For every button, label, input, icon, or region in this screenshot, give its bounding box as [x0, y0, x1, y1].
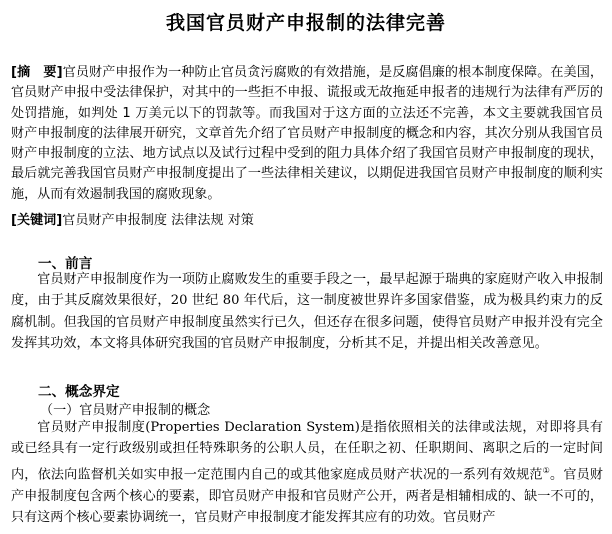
subsection1-heading: （一）官员财产申报制的概念	[40, 403, 211, 418]
section1-heading: 一、前言	[38, 256, 93, 272]
footnote-marker[interactable]: ①	[542, 465, 551, 475]
subsection1-text-b: 。官员财产申报制度包含两个核心的要素，即官员财产申报和官员财产公开，两者是相辅相成的、缺一不可的，只有这两个核心要素协调统一，官员财产申报制度才能发挥其应有的功效。官员财产	[11, 467, 604, 525]
subsection1-paragraph	[11, 417, 603, 528]
keywords-text: 官员财产申报制度 法律法规 对策	[62, 213, 254, 228]
section1-paragraph: 官员财产申报制度作为一项防止腐败发生的重要手段之一，最早起源于瑞典的家庭财产收入申报制度，由于其反腐效果很好，20 世纪 80 年代后，这一制度被世界许多国家借鉴，成为极具约束力的反腐机制。但我国的官员财产申报制度虽然实行已久，但还存在很多问题，使得官员财产申报并没有完全发挥其功效，本文将具体研究我国的官员财产申报制度，分析其不足，并提出相关改善意见。	[11, 272, 603, 352]
document-title: 我国官员财产申报制的法律完善	[165, 12, 446, 34]
keywords-line	[11, 211, 603, 231]
subsection1-text-a: 官员财产申报制度(Properties Declaration System)是指依照相关的法律或法规，对即将具有或已经具有一定行政级别或担任特殊职务的公职人员，在任职之初、任职期间、离职之后的一定时间内，依法向监督机关如实申报一定范围内自己的或其他家庭成员财产状况的一系列有效规范	[11, 420, 603, 483]
section2-heading: 二、概念界定	[38, 384, 120, 400]
keywords-tag: [关键词]	[11, 213, 63, 228]
abstract-paragraph	[11, 63, 603, 205]
abstract-tag: [摘 要]	[11, 65, 63, 80]
abstract-text: 官员财产申报作为一种防止官员贪污腐败的有效措施，是反腐倡廉的根本制度保障。在美国，官员财产申报中受法律保护，对其中的一些拒不申报、谎报或无故拖延申报者的违规行为法律有严厉的处罚措施，如判处 1 万美元以下的罚款等。而我国对于这方面的立法还不完善，本文主要就我国官员财产申报制度的法律展开研究，文章首先介绍了官员财产申报制度的概念和内容，其次分别从我国官员财产申报制度的立法、地方试点以及试行过程中受到的阻力具体介绍了我国官员财产申报制度的现状，最后就完善我国官员财产申报制度提出了一些法律相关建议，以期促进我国官员财产申报制度的顺利实施，从而有效遏制我国的腐败现象。	[11, 65, 604, 202]
